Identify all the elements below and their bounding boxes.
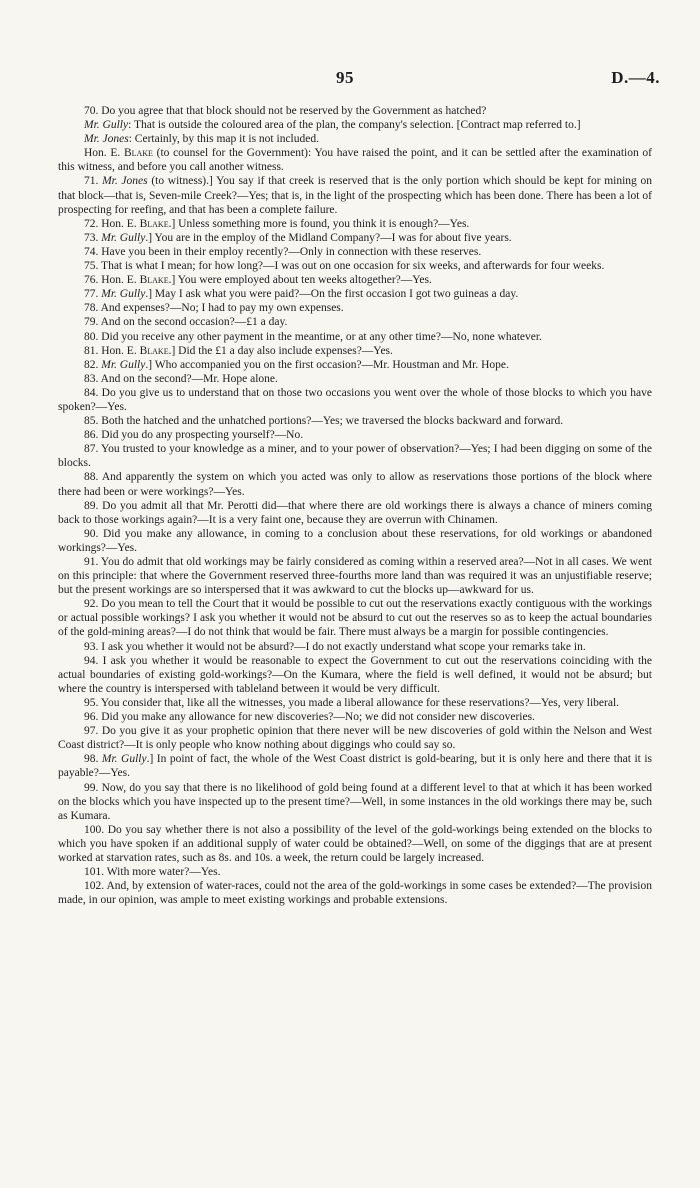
transcript-paragraph bbox=[58, 654, 652, 696]
transcript-paragraph bbox=[58, 640, 652, 654]
paragraph-text: 72. Hon. E. bbox=[84, 217, 140, 230]
transcript-paragraph bbox=[58, 442, 652, 470]
paragraph-text: 84. Do you give us to understand that on those two occasions you went over the whole of those blocks to which you have spoken?—Yes. bbox=[58, 386, 652, 413]
paragraph-text: 90. Did you make any allowance, in coming to a conclusion about these reservations, for old workings or abandoned workings?—Yes. bbox=[58, 527, 652, 554]
transcript-paragraph bbox=[58, 823, 652, 865]
paragraph-text: .] You are in the employ of the Midland Company?—I was for about five years. bbox=[145, 231, 512, 244]
paragraph-text: 70. Do you agree that that block should not be reserved by the Government as hatched? bbox=[84, 105, 487, 117]
transcript-paragraph bbox=[58, 386, 652, 414]
paragraph-text: 83. And on the second?—Mr. Hope alone. bbox=[84, 372, 278, 385]
speaker-surname: Blake bbox=[123, 147, 153, 160]
speaker-name: Mr. Jones bbox=[102, 175, 148, 188]
speaker-surname: Blake bbox=[139, 344, 169, 357]
speaker-name: Mr. Gully bbox=[84, 119, 129, 132]
transcript-paragraph bbox=[58, 724, 652, 752]
transcript-paragraph bbox=[58, 414, 652, 428]
paragraph-text: 86. Did you do any prospecting yourself?—No. bbox=[84, 429, 304, 442]
paragraph-text: 81. Hon. E. bbox=[84, 344, 140, 357]
page-header bbox=[0, 68, 700, 92]
transcript-paragraph bbox=[58, 358, 652, 372]
paragraph-text: 77. bbox=[84, 288, 102, 301]
paragraph-text: 91. You do admit that old workings may be fairly considered as coming within a reserved area?—Not in all cases. We went on this principle: that where the Government reserved three-fourths more land than was required it was an unjustifiable reserve; but the present workings are so interspersed that it was awkward to cut the blocks up—awkward for us. bbox=[58, 556, 652, 597]
transcript-paragraph bbox=[58, 118, 652, 132]
transcript-paragraph bbox=[58, 372, 652, 386]
transcript-paragraph bbox=[58, 132, 652, 146]
paragraph-text: 75. That is what I mean; for how long?—I was out on one occasion for six weeks, and afterwards for four weeks. bbox=[84, 260, 605, 273]
speaker-name: Mr. Gully bbox=[101, 358, 146, 371]
transcript-paragraph bbox=[58, 273, 652, 287]
paragraph-text: 80. Did you receive any other payment in the meantime, or at any other time?—No, none whatever. bbox=[84, 330, 542, 343]
speaker-name: Mr. Gully bbox=[101, 288, 146, 301]
transcript-paragraph bbox=[58, 174, 652, 216]
paragraph-text: 92. Do you mean to tell the Court that it would be possible to cut out the reservations exactly contiguous with the workings or actual possible workings? I ask you whether it would not be absurd to cut out the reserves so as to keep the actual boundaries of the gold-mining areas?—I do not think that would be fair. There must always be a margin for possible contingencies. bbox=[58, 598, 652, 639]
paragraph-text: 87. You trusted to your knowledge as a miner, and to your power of observation?—Yes; I had been digging on some of the blocks. bbox=[58, 443, 652, 470]
paragraph-text: 97. Do you give it as your prophetic opinion that there never will be new discoveries of gold within the Nelson and West Coast district?—It is only people who know nothing about diggings who could say so. bbox=[58, 725, 652, 752]
transcript-paragraph bbox=[58, 752, 652, 780]
speaker-surname: Blake bbox=[139, 217, 169, 230]
paragraph-text: (to counsel for the Government): You have raised the point, and it can be settled after the examination of this witness, and before you call another witness. bbox=[58, 147, 652, 174]
transcript-paragraph bbox=[58, 555, 652, 597]
transcript-paragraph bbox=[58, 710, 652, 724]
speaker-name: Mr. Jones bbox=[84, 133, 129, 146]
speaker-name: Mr. Gully bbox=[101, 231, 146, 244]
transcript-paragraph bbox=[58, 470, 652, 498]
paragraph-text: 93. I ask you whether it would not be absurd?—I do not exactly understand what scope your remarks take in. bbox=[84, 640, 586, 653]
paragraph-text: .] You were employed about ten weeks altogether?—Yes. bbox=[168, 274, 432, 287]
transcript-paragraph bbox=[58, 499, 652, 527]
transcript-paragraph bbox=[58, 781, 652, 823]
paragraph-text: 99. Now, do you say that there is no likelihood of gold being found at a different level to that at which it has been worked on the blocks which you have inspected up to the present time?—Well, in some instances in the old workings there may be, such as Kumara. bbox=[58, 781, 652, 822]
transcript-paragraph bbox=[58, 344, 652, 358]
transcript-paragraph bbox=[58, 104, 652, 118]
transcript-paragraph bbox=[58, 259, 652, 273]
transcript-paragraph bbox=[58, 879, 652, 907]
paragraph-text: 79. And on the second occasion?—£1 a day. bbox=[84, 316, 288, 329]
paragraph-text: .] Did the £1 a day also include expenses?—Yes. bbox=[168, 344, 393, 357]
paragraph-text: 74. Have you been in their employ recently?—Only in connection with these reserves. bbox=[84, 245, 482, 258]
paragraph-text: (to witness).] You say if that creek is reserved that is the only portion which should be kept for mining on that block—that is, Seven-mile Creek?—Yes; that is, in the light of the prospecting which has been done. There has been a lot of prospecting for reefing, and that has been a complete failure. bbox=[58, 175, 653, 216]
page-number: 95 bbox=[336, 68, 354, 87]
paragraph-text: 88. And apparently the system on which you acted was only to allow as reservations those portions of the block where there had been or were workings?—Yes. bbox=[58, 471, 652, 498]
paragraph-text: 71. bbox=[84, 175, 103, 188]
paragraph-text: 101. With more water?—Yes. bbox=[84, 866, 221, 879]
transcript-paragraph bbox=[58, 527, 652, 555]
transcript-paragraph bbox=[58, 696, 652, 710]
transcript-paragraph bbox=[58, 428, 652, 442]
transcript-paragraph bbox=[58, 301, 652, 315]
transcript-body bbox=[58, 104, 652, 907]
paragraph-text: 102. And, by extension of water-races, could not the area of the gold-workings in some cases be extended?—The provision made, in our opinion, was ample to meet existing workings and probable extensions. bbox=[58, 880, 652, 907]
transcript-paragraph bbox=[58, 245, 652, 259]
transcript-paragraph bbox=[58, 597, 652, 639]
paragraph-text: : That is outside the coloured area of the plan, the company's selection. [Contract map referred to.] bbox=[128, 119, 581, 132]
speaker-name: Mr. Gully bbox=[101, 753, 147, 766]
transcript-paragraph bbox=[58, 287, 652, 301]
transcript-paragraph bbox=[58, 865, 652, 879]
paragraph-text: .] May I ask what you were paid?—On the first occasion I got two guineas a day. bbox=[145, 288, 519, 301]
paragraph-text: 95. You consider that, like all the witnesses, you made a liberal allowance for these reservations?—Yes, very liberal. bbox=[84, 696, 620, 709]
paragraph-text: 73. bbox=[84, 231, 102, 244]
paragraph-text: 96. Did you make any allowance for new discoveries?—No; we did not consider new discoveries. bbox=[84, 711, 535, 724]
paragraph-text: 85. Both the hatched and the unhatched portions?—Yes; we traversed the blocks backward and forward. bbox=[84, 415, 564, 428]
paragraph-text: .] Who accompanied you on the first occasion?—Mr. Houstman and Mr. Hope. bbox=[145, 358, 509, 371]
transcript-paragraph bbox=[58, 231, 652, 245]
paragraph-text: 89. Do you admit all that Mr. Perotti did—that where there are old workings there is always a chance of miners coming back to those workings again?—It is a very faint one, because they are overrun with Chinamen. bbox=[58, 499, 652, 526]
paragraph-text: .] Unless something more is found, you think it is enough?—Yes. bbox=[168, 217, 470, 230]
paragraph-text: : Certainly, by this map it is not included. bbox=[128, 133, 319, 146]
transcript-paragraph bbox=[58, 315, 652, 329]
document-reference: D.—4. bbox=[611, 68, 660, 87]
paragraph-text: 94. I ask you whether it would be reasonable to expect the Government to cut out the reservations coinciding with the actual boundaries of existing gold-workings?—On the Kumara, where the field is well defined, it would not be absurd; but where the country is interspersed with tableland between it would be very difficult. bbox=[58, 654, 652, 695]
paragraph-text: 78. And expenses?—No; I had to pay my own expenses. bbox=[84, 302, 344, 315]
transcript-paragraph bbox=[58, 146, 652, 174]
paragraph-text: 100. Do you say whether there is not also a possibility of the level of the gold-workings being extended on the blocks to which you have spoken if an additional supply of water could be obtained?—Well, on some of the diggings that are at present worked at starvation rates, such as 8s. and 10s. a week, the return could be largely increased. bbox=[58, 823, 652, 864]
paragraph-text: Hon. E. bbox=[84, 147, 124, 160]
transcript-paragraph bbox=[58, 217, 652, 231]
paragraph-text: 98. bbox=[84, 753, 102, 766]
paragraph-text: .] In point of fact, the whole of the West Coast district is gold-bearing, but it is only here and there that it is payable?—Yes. bbox=[58, 753, 653, 780]
speaker-surname: Blake bbox=[139, 274, 169, 287]
transcript-paragraph bbox=[58, 330, 652, 344]
paragraph-text: 76. Hon. E. bbox=[84, 274, 140, 287]
paragraph-text: 82. bbox=[84, 358, 102, 371]
